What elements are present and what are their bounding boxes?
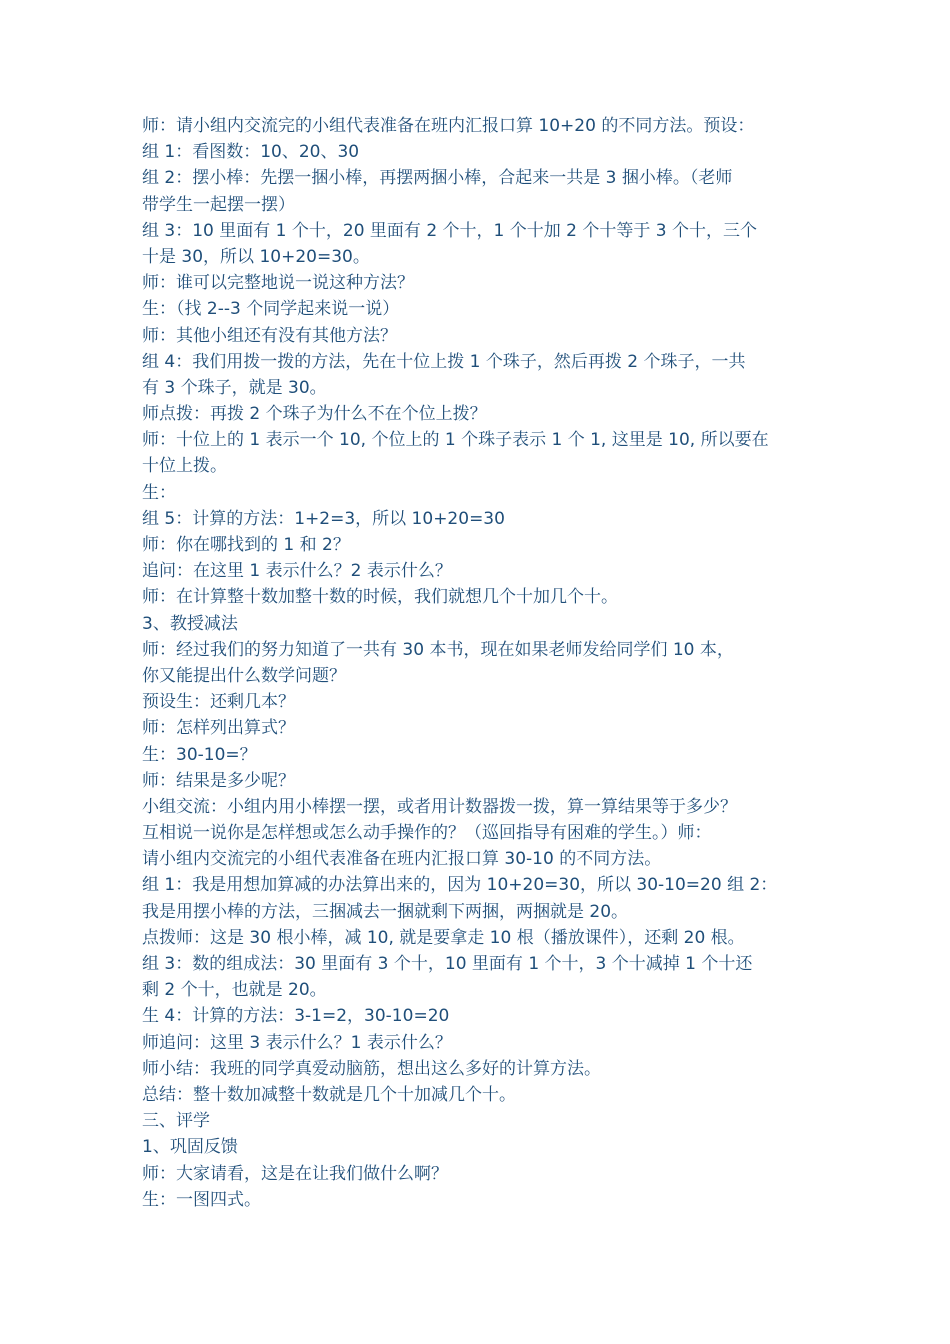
text-line: 师：经过我们的努力知道了一共有 30 本书，现在如果老师发给同学们 10 本， (142, 639, 734, 660)
text-line: 十位上拨。 (142, 456, 227, 477)
text-line: 你又能提出什么数学问题？ (142, 665, 346, 686)
text-line: 组 5：计算的方法：1+2=3，所以 10+20=30 (142, 508, 505, 529)
text-line: 追问：在这里 1 表示什么？2 表示什么？ (142, 561, 452, 582)
text-line: 剩 2 个十，也就是 20。 (142, 980, 327, 1001)
section-heading: 三、评学 (142, 1111, 210, 1132)
text-line: 预设生：还剩几本？ (142, 692, 295, 713)
text-line: 小组交流：小组内用小棒摆一摆，或者用计数器拨一拨，算一算结果等于多少？ (142, 796, 737, 817)
text-line: 组 4：我们用拨一拨的方法，先在十位上拨 1 个珠子，然后再拨 2 个珠子，一共 (142, 351, 746, 372)
text-line: 十是 30，所以 10+20=30。 (142, 246, 370, 267)
text-line: 师追问：这里 3 表示什么？1 表示什么？ (142, 1032, 452, 1053)
text-line: 互相说一说你是怎样想或怎么动手操作的？（巡回指导有困难的学生。）师： (142, 823, 712, 844)
text-line: 师：结果是多少呢？ (142, 770, 295, 791)
section-heading: 3、教授减法 (142, 613, 238, 634)
text-line: 师：十位上的 1 表示一个 10, 个位上的 1 个珠子表示 1 个 1, 这里是 10, 所以要在 (142, 430, 769, 451)
subsection-heading: 1、巩固反馈 (142, 1137, 238, 1158)
text-line: 师：你在哪找到的 1 和 2？ (142, 535, 350, 555)
text-line: 师：谁可以完整地说一说这种方法？ (142, 273, 414, 294)
text-line: 组 1：看图数：10、20、30 (142, 142, 360, 163)
text-line: 师：在计算整十数加整十数的时候，我们就想几个十加几个十。 (142, 587, 618, 608)
text-line: 有 3 个珠子，就是 30。 (142, 377, 327, 398)
text-line: 我是用摆小棒的方法，三捆减去一捆就剩下两捆，两捆就是 20。 (142, 901, 629, 922)
text-line: 组 3：10 里面有 1 个十，20 里面有 2 个十，1 个十加 2 个十等于 3 个十，三个 (142, 220, 758, 241)
text-line: 师：大家请看，这是在让我们做什么啊？ (142, 1163, 448, 1184)
text-line: 师：请小组内交流完的小组代表准备在班内汇报口算 10+20 的不同方法。预设： (142, 116, 755, 136)
text-line: 生 4：计算的方法：3-1=2，30-10=20 (142, 1006, 450, 1027)
text-line: 生： (142, 482, 176, 503)
text-line: 生：（找 2--3 个同学起来说一说） (142, 299, 400, 320)
text-line: 组 2：摆小棒：先摆一捆小棒，再摆两捆小棒，合起来一共是 3 捆小棒。（老师 (142, 168, 733, 189)
text-line: 师小结：我班的同学真爱动脑筋，想出这么多好的计算方法。 (142, 1058, 601, 1079)
text-line: 师：其他小组还有没有其他方法？ (142, 325, 397, 346)
text-line: 生：一图四式。 (142, 1189, 261, 1210)
text-line: 组 3：数的组成法：30 里面有 3 个十，10 里面有 1 个十，3 个十减掉 1 个十还 (142, 954, 753, 974)
text-line: 点拨师：这是 30 根小棒，减 10, 就是要拿走 10 根（播放课件），还剩 20 根。 (142, 927, 745, 948)
document-body (142, 113, 810, 1213)
text-line: 组 1：我是用想加算减的办法算出来的，因为 10+20=30，所以 30-10=20 组 2： (142, 875, 778, 896)
text-line: 带学生一起摆一摆） (142, 194, 295, 215)
text-line: 师：怎样列出算式？ (142, 718, 295, 739)
text-line: 总结：整十数加减整十数就是几个十加减几个十。 (142, 1084, 516, 1105)
text-line: 生：30-10=？ (142, 744, 257, 765)
text-line: 师点拨：再拨 2 个珠子为什么不在个位上拨？ (142, 404, 487, 425)
text-line: 请小组内交流完的小组代表准备在班内汇报口算 30-10 的不同方法。 (142, 849, 662, 870)
